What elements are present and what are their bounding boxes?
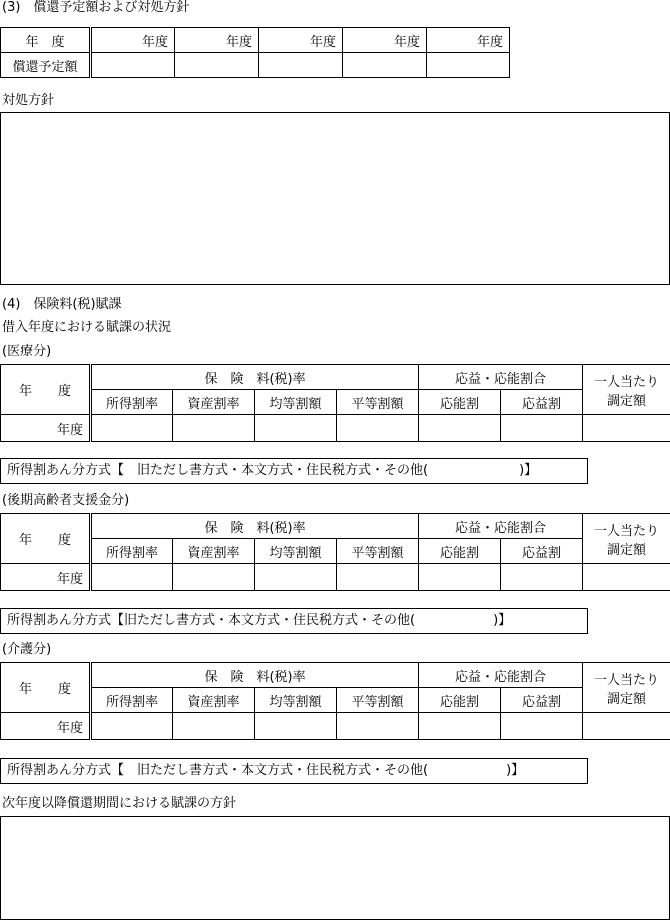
col-ability: 応能割: [419, 688, 501, 713]
rate-group-header: 保 険 料(税)率: [91, 663, 419, 688]
col-benefit: 応益割: [501, 390, 583, 415]
year-header: 年 度: [1, 514, 91, 564]
per-person-header: [583, 663, 670, 713]
data-cell[interactable]: [255, 415, 337, 442]
per-person-line2: 調定額: [607, 542, 647, 558]
col-benefit: 応益割: [501, 539, 583, 564]
per-person-line1: 一人当たり: [594, 374, 660, 390]
col-ability: 応能割: [419, 539, 501, 564]
year-cell[interactable]: 年度: [343, 28, 427, 53]
col-income-rate: 所得割率: [91, 688, 173, 713]
repayment-amount-label: 償還予定額: [1, 53, 91, 78]
data-cell[interactable]: [173, 564, 255, 591]
col-per-household: 平等割額: [337, 688, 419, 713]
policy-textbox[interactable]: [0, 112, 670, 285]
data-cell[interactable]: [501, 564, 583, 591]
income-method-care[interactable]: 所得割あん分方式【 旧ただし書方式・本文方式・住民税方式・その他( )】: [0, 758, 588, 784]
block-label-medical: (医療分): [2, 344, 52, 359]
amount-cell[interactable]: [175, 53, 259, 78]
col-per-capita: 均等割額: [255, 390, 337, 415]
amount-cell[interactable]: [343, 53, 427, 78]
data-cell[interactable]: [173, 713, 255, 740]
levy-table-elderly: [0, 513, 670, 591]
per-person-line2: 調定額: [607, 393, 647, 409]
data-year-cell[interactable]: 年度: [1, 564, 91, 591]
section4-subheading: 借入年度における賦課の状況: [2, 320, 172, 335]
data-cell[interactable]: [583, 564, 670, 591]
col-asset-rate: 資産割率: [173, 539, 255, 564]
policy-label: 対処方針: [2, 93, 55, 108]
data-cell[interactable]: [419, 713, 501, 740]
rate-group-header: 保 険 料(税)率: [91, 365, 419, 390]
year-header: 年 度: [1, 663, 91, 713]
year-header: 年 度: [1, 365, 91, 415]
col-asset-rate: 資産割率: [173, 688, 255, 713]
data-cell[interactable]: [583, 415, 670, 442]
next-policy-textbox[interactable]: [0, 816, 670, 920]
col-benefit: 応益割: [501, 688, 583, 713]
levy-table-care: [0, 662, 670, 740]
col-per-capita: 均等割額: [255, 539, 337, 564]
data-cell[interactable]: [255, 564, 337, 591]
block-label-care: (介護分): [2, 642, 52, 657]
per-person-line1: 一人当たり: [594, 672, 660, 688]
income-method-medical[interactable]: 所得割あん分方式【 旧ただし書方式・本文方式・住民税方式・その他( )】: [0, 458, 588, 484]
year-cell[interactable]: 年度: [259, 28, 343, 53]
rate-group-header: 保 険 料(税)率: [91, 514, 419, 539]
data-year-cell[interactable]: 年度: [1, 415, 91, 442]
income-method-elderly[interactable]: 所得割あん分方式【旧ただし書方式・本文方式・住民税方式・その他( )】: [0, 608, 588, 634]
ratio-group-header: 応益・応能割合: [419, 514, 583, 539]
year-cell[interactable]: 年度: [427, 28, 510, 53]
data-cell[interactable]: [501, 415, 583, 442]
levy-table-medical: [0, 364, 670, 442]
col-ability: 応能割: [419, 390, 501, 415]
data-year-cell[interactable]: 年度: [1, 713, 91, 740]
col-income-rate: 所得割率: [91, 390, 173, 415]
data-cell[interactable]: [337, 415, 419, 442]
per-person-line2: 調定額: [607, 691, 647, 707]
per-person-header: [583, 365, 670, 415]
amount-cell[interactable]: [427, 53, 510, 78]
ratio-group-header: 応益・応能割合: [419, 365, 583, 390]
data-cell[interactable]: [419, 415, 501, 442]
data-cell[interactable]: [91, 415, 173, 442]
data-cell[interactable]: [255, 713, 337, 740]
year-cell[interactable]: 年度: [175, 28, 259, 53]
block-label-elderly: (後期高齢者支援金分): [2, 493, 130, 508]
data-cell[interactable]: [583, 713, 670, 740]
per-person-line1: 一人当たり: [594, 523, 660, 539]
data-cell[interactable]: [173, 415, 255, 442]
next-policy-label: 次年度以降償還期間における賦課の方針: [2, 796, 237, 811]
section4-heading: (4) 保険料(税)賦課: [2, 297, 122, 312]
ratio-group-header: 応益・応能割合: [419, 663, 583, 688]
col-per-household: 平等割額: [337, 539, 419, 564]
year-header: 年 度: [1, 28, 91, 53]
data-cell[interactable]: [91, 564, 173, 591]
col-income-rate: 所得割率: [91, 539, 173, 564]
year-cell[interactable]: 年度: [91, 28, 175, 53]
col-asset-rate: 資産割率: [173, 390, 255, 415]
data-cell[interactable]: [337, 713, 419, 740]
per-person-header: [583, 514, 670, 564]
section3-heading: (3) 償還予定額および対処方針: [2, 0, 190, 15]
data-cell[interactable]: [337, 564, 419, 591]
data-cell[interactable]: [501, 713, 583, 740]
repayment-schedule-table: [0, 27, 510, 78]
data-cell[interactable]: [419, 564, 501, 591]
amount-cell[interactable]: [91, 53, 175, 78]
col-per-capita: 均等割額: [255, 688, 337, 713]
amount-cell[interactable]: [259, 53, 343, 78]
col-per-household: 平等割額: [337, 390, 419, 415]
data-cell[interactable]: [91, 713, 173, 740]
